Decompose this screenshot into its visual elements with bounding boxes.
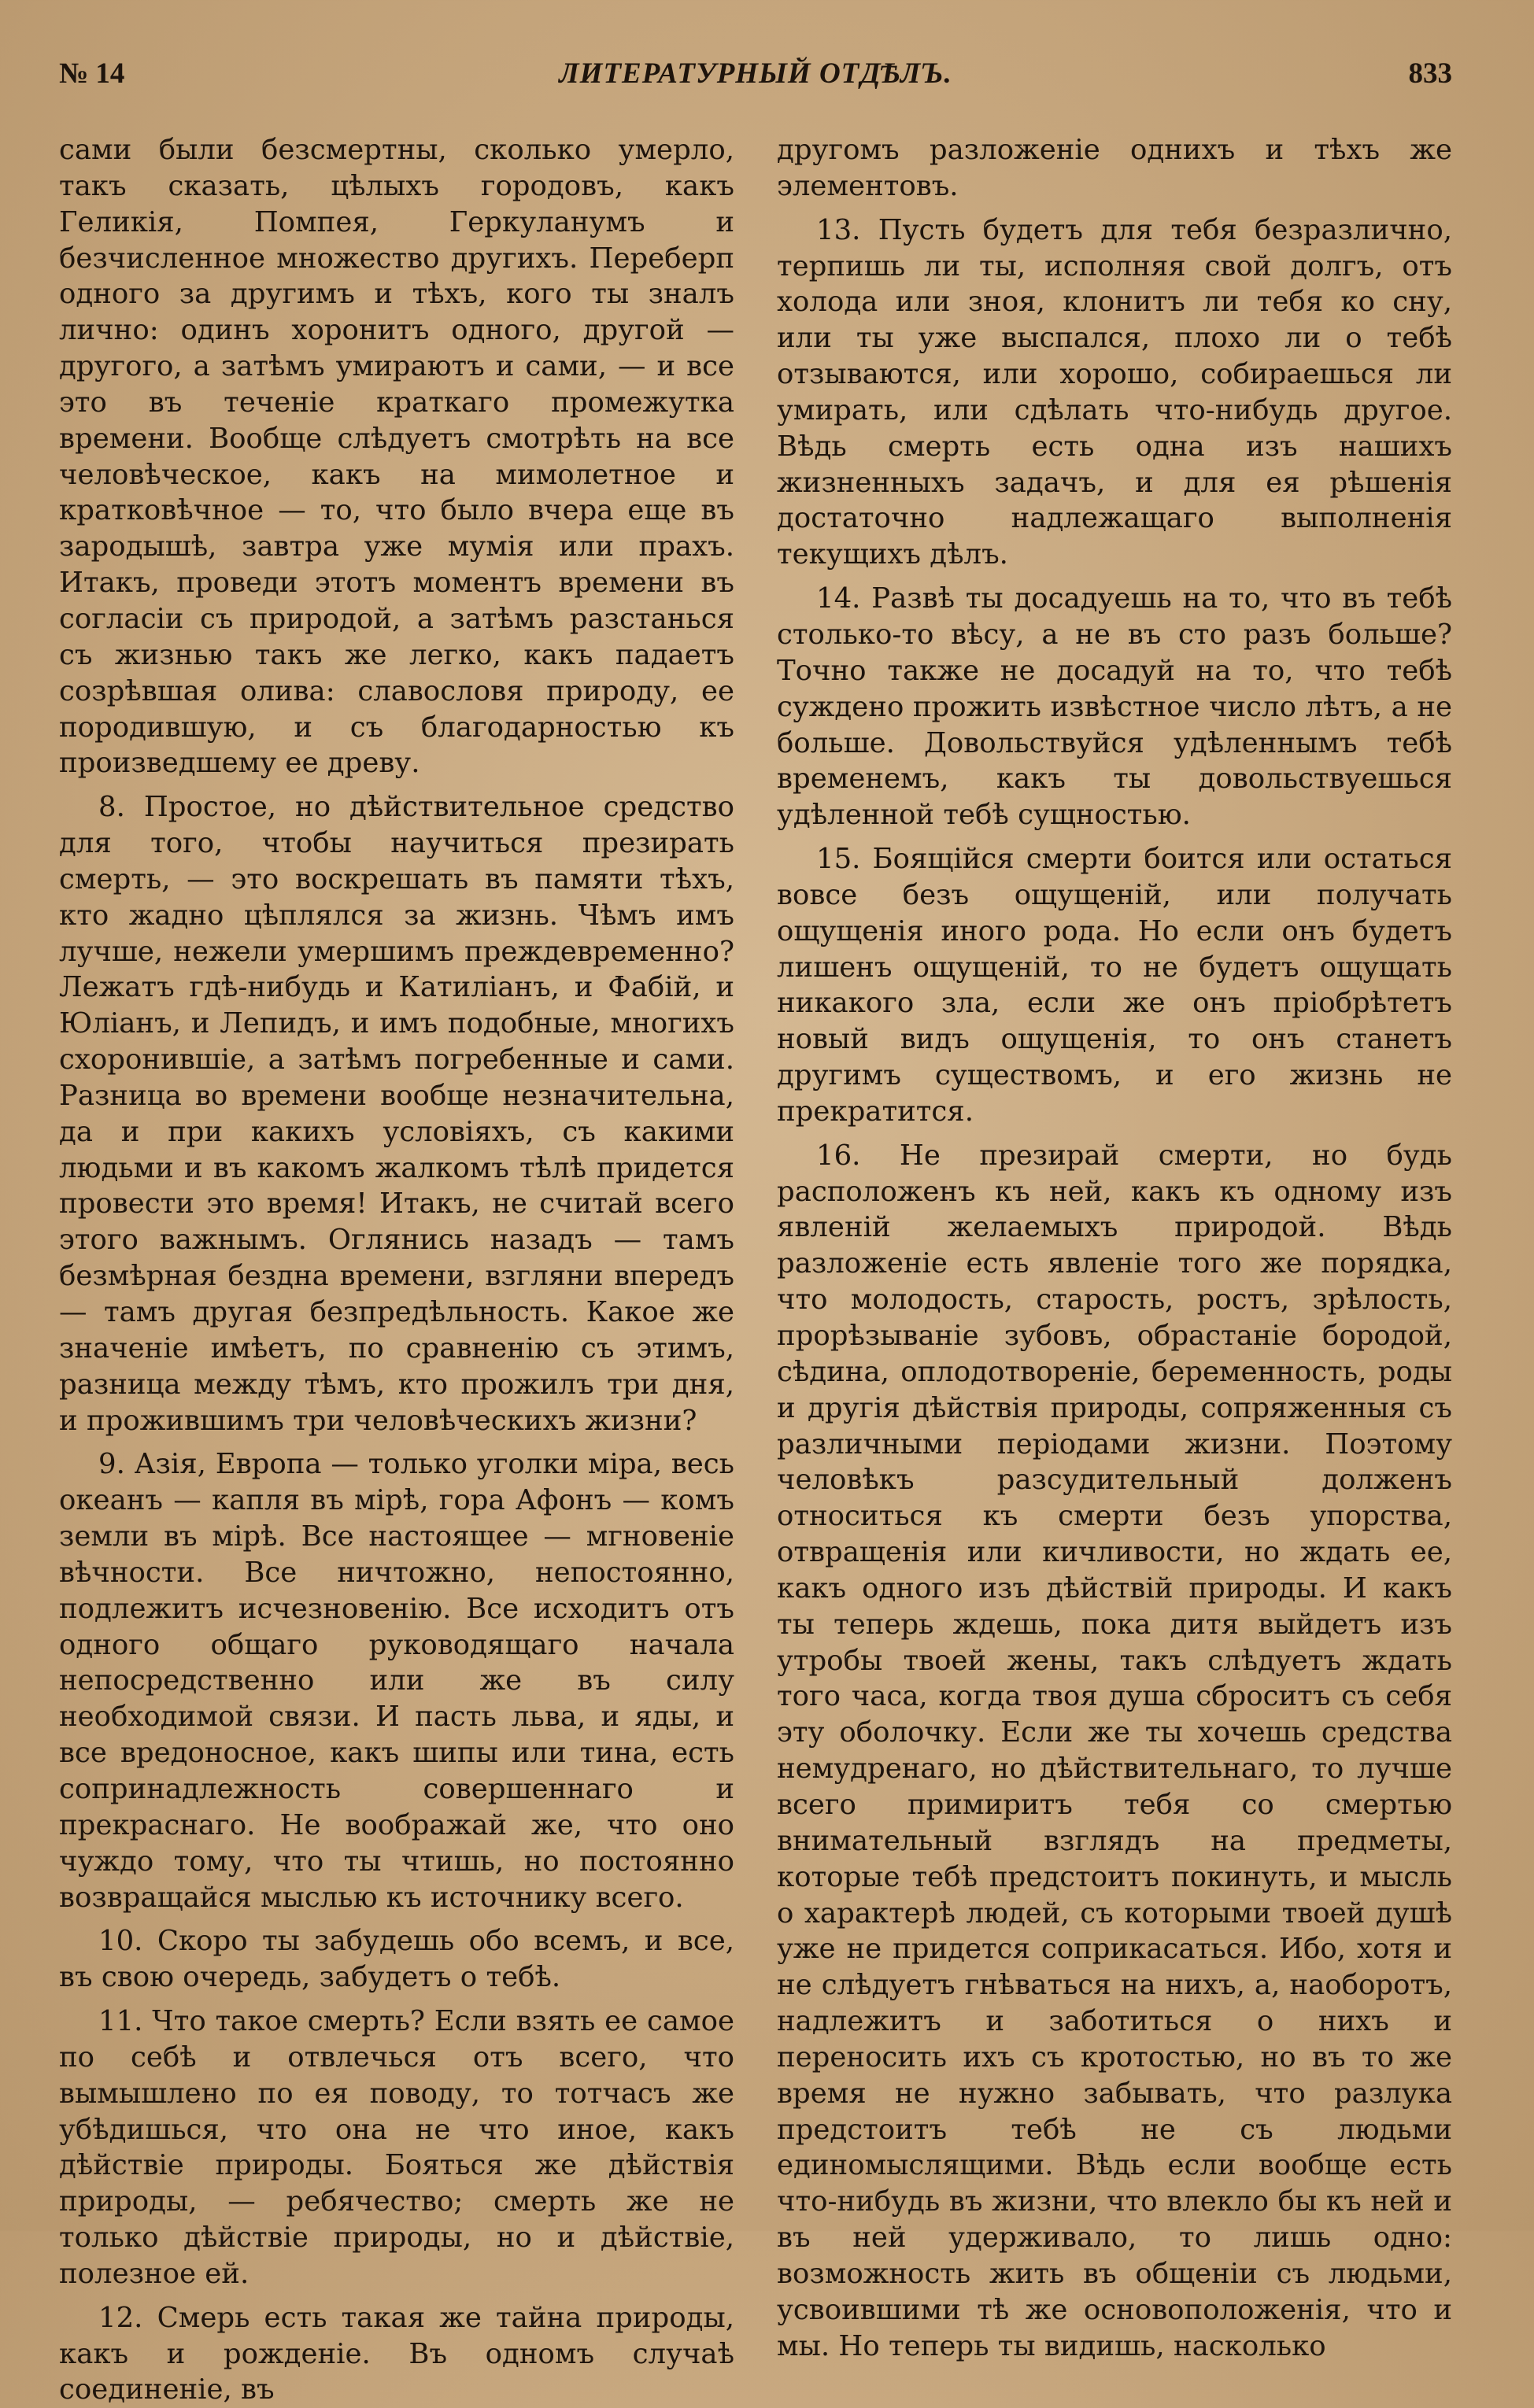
paragraph-11: 11. Что такое смерть? Если взять ее самое по себѣ и отвлечься отъ всего, что вымышлено по ея поводу, то тотчасъ же убѣдишься, что она не что иное, какъ дѣйствіе природы. Бояться же дѣйствія природы, — ребячество; смерть же не только дѣйствіе природы, но и дѣйствіе, полезное ей. [59, 2005, 734, 2290]
left-column [59, 132, 734, 2406]
paragraph-8: 8. Простое, но дѣйствительное средство для того, чтобы научиться презирать смерть, — это воскрешать въ памяти тѣхъ, кто жадно цѣплялся за жизнь. Чѣмъ имъ лучше, нежели умершимъ преждевременно? Лежатъ гдѣ-нибудь и Катиліанъ, и Фабій, и Юліанъ, и Лепидъ, и имъ подобные, многихъ схоронившіе, а затѣмъ погребенные и сами. Разница во времени вообще незначительна, да и при какихъ условіяхъ, съ какими людьми и въ какомъ жалкомъ тѣлѣ придется провести это время! Итакъ, не считай всего этого важнымъ. Оглянись назадъ — тамъ безмѣрная бездна времени, взгляни впередъ — тамъ другая безпредѣльность. Какое же значеніе имѣетъ, по сравненію съ этимъ, разница между тѣмъ, кто прожилъ три дня, и прожившимъ три человѣческихъ жизни? [59, 791, 734, 1437]
page-number: 833 [1408, 57, 1452, 90]
issue-number: № 14 [59, 57, 125, 90]
page-header [59, 57, 1452, 96]
paragraph-10: 10. Скоро ты забудешь обо всемъ, и все, въ свою очередь, забудетъ о тебѣ. [59, 1925, 734, 1994]
paragraph-14: 14. Развѣ ты досадуешь на то, что въ тебѣ столько-то вѣсу, а не въ сто разъ больше? Точно также не досадуй на то, что тебѣ суждено прожить извѣстное число лѣтъ, а не больше. Довольствуйся удѣленнымъ тебѣ временемъ, какъ ты довольствуешься удѣленной тебѣ сущностью. [777, 582, 1452, 832]
right-column [777, 132, 1452, 2362]
paragraph-12: 12. Смерь есть такая же тайна природы, какъ и рожденіе. Въ одномъ случаѣ соединеніе, въ [59, 2301, 734, 2406]
paragraph-continuation: сами были безсмертны, сколько умерло, такъ сказать, цѣлыхъ городовъ, какъ Геликія, Помпея, Геркуланумъ и безчисленное множество другихъ. Переберп одного за другимъ и тѣхъ, кого ты зналъ лично: одинъ хоронитъ одного, другой — другого, а затѣмъ умираютъ и сами, — и все это въ теченіе краткаго промежутка времени. Вообще слѣдуетъ смотрѣть на все человѣческое, какъ на мимолетное и кратковѣчное — то, что было вчера еще въ зародышѣ, завтра уже мумія или прахъ. Итакъ, проведи этотъ моментъ времени въ согласіи съ природой, а затѣмъ разстанься съ жизнью такъ же легко, какъ падаетъ созрѣвшая олива: славословя природу, ее породившую, и съ благодарностью къ произведшему ее древу. [59, 134, 734, 780]
paragraph-16: 16. Не презирай смерти, но будь расположенъ къ ней, какъ къ одному изъ явленій желаемыхъ природой. Вѣдь разложеніе есть явленіе того же порядка, что молодость, старость, ростъ, зрѣлость, прорѣзываніе зубовъ, обрастаніе бородой, сѣдина, оплодотвореніе, беременность, роды и другія дѣйствія природы, сопряженныя съ различными періодами жизни. Поэтому человѣкъ разсудительный долженъ относиться къ смерти безъ упорства, отвращенія или кичливости, но ждать ее, какъ одного изъ дѣйствій природы. И какъ ты теперь ждешь, пока дитя выйдетъ изъ утробы твоей жены, такъ слѣдуетъ ждать того часа, когда твоя душа сброситъ съ себя эту оболочку. Если же ты хочешь средства немудренаго, но дѣйствительнаго, то лучше всего примиритъ тебя со смертью внимательный взглядъ на предметы, которые тебѣ предстоитъ покинуть, и мысль о характерѣ людей, съ которыми твоей душѣ уже не придется соприкасаться. Ибо, хотя и не слѣдуетъ гнѣваться на нихъ, а, наоборотъ, надлежитъ и заботиться о нихъ и переносить ихъ съ кротостью, но въ то же время не нужно забывать, что разлука предстоитъ тебѣ не съ людьми единомыслящими. Вѣдь если вообще есть что-нибудь въ жизни, что влекло бы къ ней и въ ней удерживало, то лишь одно: возможность жить въ общеніи съ людьми, усвоившими тѣ же основоположенія, что и мы. Но теперь ты видишь, насколько [777, 1139, 1452, 2362]
section-title: ЛИТЕРАТУРНЫЙ ОТДѢЛЪ. [559, 57, 952, 90]
paragraph-9: 9. Азія, Европа — только уголки міра, весь океанъ — капля въ мірѣ, гора Афонъ — комъ земли въ мірѣ. Все настоящее — мгновеніе вѣчности. Все ничтожно, непостоянно, подлежитъ исчезновенію. Все исходитъ отъ одного общаго руководящаго начала непосредственно или же въ силу необходимой связи. И пасть льва, и яды, и все вредоносное, какъ шипы или тина, есть сопринадлежность совершеннаго и прекраснаго. Не воображай же, что оно чуждо тому, что ты чтишь, но постоянно возвращайся мыслью къ источнику всего. [59, 1448, 734, 1914]
paragraph-13: 13. Пусть будетъ для тебя безразлично, терпишь ли ты, исполняя свой долгъ, отъ холода или зноя, клонитъ ли тебя ко сну, или ты уже выспался, плохо ли о тебѣ отзываются, или хорошо, собираешься ли умирать, или сдѣлать что-нибудь другое. Вѣдь смерть есть одна изъ нашихъ жизненныхъ задачъ, и для ея рѣшенія достаточно надлежащаго выполненія текущихъ дѣлъ. [777, 213, 1452, 571]
paragraph-12-continuation: другомъ разложеніе однихъ и тѣхъ же элементовъ. [777, 134, 1452, 202]
paragraph-15: 15. Боящійся смерти боится или остаться вовсе безъ ощущеній, или получать ощущенія иного рода. Но если онъ будетъ лишенъ ощущеній, то не будетъ ощущать никакого зла, если же онъ пріобрѣтетъ новый видъ ощущенія, то онъ станетъ другимъ существомъ, и его жизнь не прекратится. [777, 843, 1452, 1128]
